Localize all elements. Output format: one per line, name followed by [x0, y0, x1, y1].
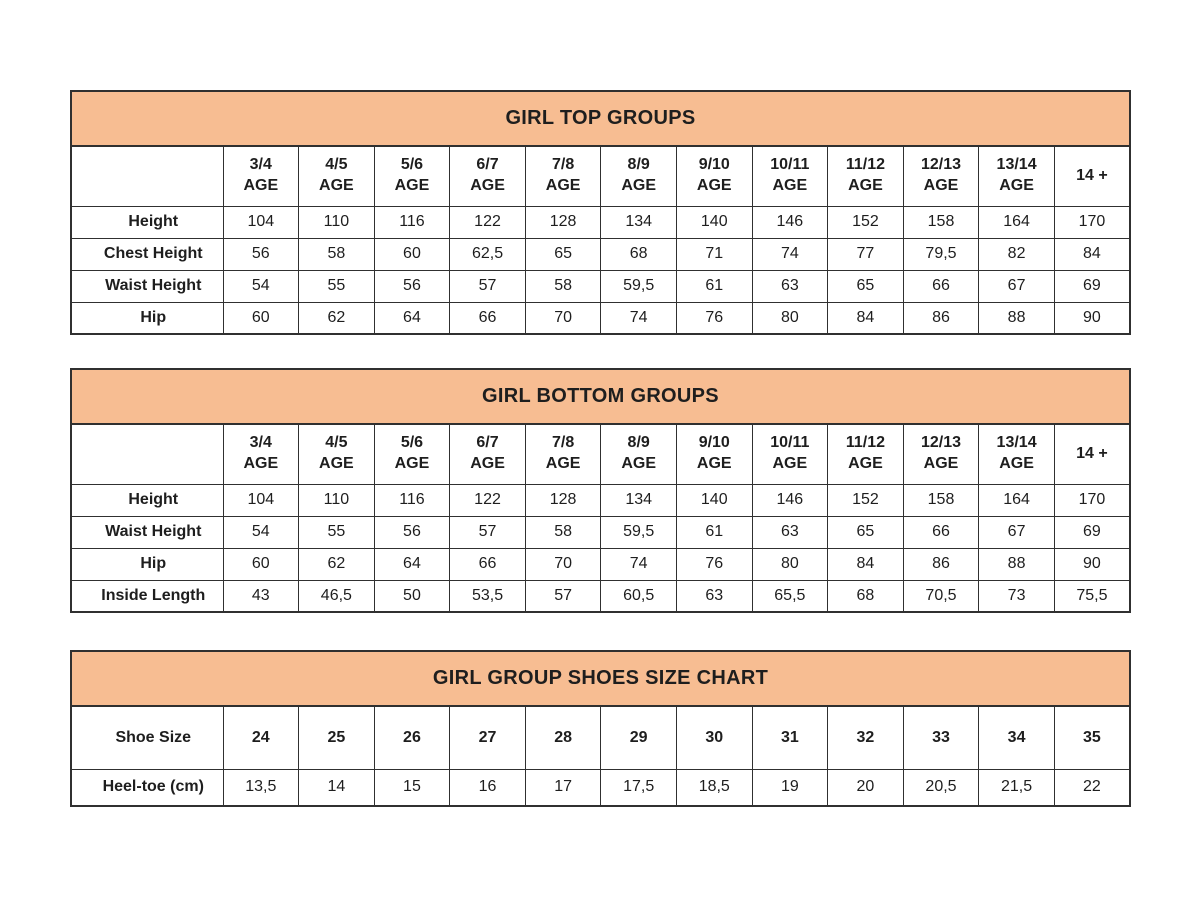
girl-top-groups-grid — [70, 145, 1131, 335]
value-cell: 104 — [223, 484, 299, 516]
age-column-header: 10/11 AGE — [752, 146, 828, 206]
value-cell: 152 — [828, 484, 904, 516]
value-cell: 65 — [828, 516, 904, 548]
value-cell: 31 — [752, 706, 828, 769]
value-cell: 17,5 — [601, 769, 677, 806]
value-cell: 77 — [828, 238, 904, 270]
age-column-header: 5/6 AGE — [374, 146, 450, 206]
girl-bottom-groups-grid — [70, 423, 1131, 613]
value-cell: 60 — [223, 548, 299, 580]
value-cell: 122 — [450, 484, 526, 516]
value-cell: 146 — [752, 484, 828, 516]
value-cell: 75,5 — [1054, 580, 1130, 612]
table-row — [71, 516, 1130, 548]
value-cell: 30 — [676, 706, 752, 769]
age-column-header: 6/7 AGE — [450, 146, 526, 206]
age-column-header: 14 + — [1054, 146, 1130, 206]
row-label: Height — [71, 206, 223, 238]
value-cell: 90 — [1054, 548, 1130, 580]
value-cell: 34 — [979, 706, 1055, 769]
row-label: Chest Height — [71, 238, 223, 270]
value-cell: 82 — [979, 238, 1055, 270]
age-column-header: 9/10 AGE — [676, 146, 752, 206]
value-cell: 20 — [828, 769, 904, 806]
row-label: Waist Height — [71, 270, 223, 302]
value-cell: 60 — [223, 302, 299, 334]
value-cell: 58 — [299, 238, 375, 270]
value-cell: 134 — [601, 206, 677, 238]
value-cell: 84 — [828, 302, 904, 334]
value-cell: 21,5 — [979, 769, 1055, 806]
value-cell: 19 — [752, 769, 828, 806]
empty-corner-cell — [71, 146, 223, 206]
value-cell: 58 — [525, 270, 601, 302]
value-cell: 15 — [374, 769, 450, 806]
age-column-header: 8/9 AGE — [601, 146, 677, 206]
value-cell: 60 — [374, 238, 450, 270]
value-cell: 20,5 — [903, 769, 979, 806]
value-cell: 66 — [903, 270, 979, 302]
value-cell: 27 — [450, 706, 526, 769]
value-cell: 128 — [525, 484, 601, 516]
value-cell: 76 — [676, 302, 752, 334]
value-cell: 68 — [601, 238, 677, 270]
value-cell: 60,5 — [601, 580, 677, 612]
table-row — [71, 270, 1130, 302]
value-cell: 59,5 — [601, 270, 677, 302]
table-row — [71, 548, 1130, 580]
value-cell: 63 — [676, 580, 752, 612]
girl-top-groups-table — [70, 90, 1131, 335]
age-column-header: 4/5 AGE — [299, 424, 375, 484]
value-cell: 70 — [525, 548, 601, 580]
value-cell: 110 — [299, 206, 375, 238]
value-cell: 61 — [676, 270, 752, 302]
table-row — [71, 580, 1130, 612]
age-header-row — [71, 146, 1130, 206]
value-cell: 29 — [601, 706, 677, 769]
girl-top-groups-title: GIRL TOP GROUPS — [70, 90, 1131, 147]
age-column-header: 4/5 AGE — [299, 146, 375, 206]
value-cell: 24 — [223, 706, 299, 769]
age-column-header: 13/14 AGE — [979, 424, 1055, 484]
value-cell: 35 — [1054, 706, 1130, 769]
age-column-header: 7/8 AGE — [525, 146, 601, 206]
value-cell: 18,5 — [676, 769, 752, 806]
value-cell: 64 — [374, 302, 450, 334]
girl-shoes-size-table — [70, 650, 1131, 807]
value-cell: 69 — [1054, 516, 1130, 548]
row-label: Shoe Size — [71, 706, 223, 769]
age-column-header: 10/11 AGE — [752, 424, 828, 484]
value-cell: 68 — [828, 580, 904, 612]
value-cell: 134 — [601, 484, 677, 516]
value-cell: 57 — [525, 580, 601, 612]
row-label: Hip — [71, 302, 223, 334]
value-cell: 46,5 — [299, 580, 375, 612]
value-cell: 110 — [299, 484, 375, 516]
age-column-header: 11/12 AGE — [828, 146, 904, 206]
girl-bottom-groups-title: GIRL BOTTOM GROUPS — [70, 368, 1131, 425]
value-cell: 128 — [525, 206, 601, 238]
girl-bottom-groups-table — [70, 368, 1131, 613]
age-header-row — [71, 424, 1130, 484]
value-cell: 70 — [525, 302, 601, 334]
value-cell: 55 — [299, 516, 375, 548]
value-cell: 28 — [525, 706, 601, 769]
value-cell: 67 — [979, 516, 1055, 548]
table-row — [71, 769, 1130, 806]
value-cell: 116 — [374, 484, 450, 516]
value-cell: 74 — [752, 238, 828, 270]
value-cell: 73 — [979, 580, 1055, 612]
value-cell: 54 — [223, 516, 299, 548]
age-column-header: 13/14 AGE — [979, 146, 1055, 206]
value-cell: 164 — [979, 206, 1055, 238]
value-cell: 53,5 — [450, 580, 526, 612]
value-cell: 80 — [752, 302, 828, 334]
value-cell: 64 — [374, 548, 450, 580]
value-cell: 14 — [299, 769, 375, 806]
row-label: Waist Height — [71, 516, 223, 548]
age-column-header: 7/8 AGE — [525, 424, 601, 484]
value-cell: 76 — [676, 548, 752, 580]
age-column-header: 12/13 AGE — [903, 424, 979, 484]
value-cell: 66 — [450, 302, 526, 334]
value-cell: 69 — [1054, 270, 1130, 302]
value-cell: 13,5 — [223, 769, 299, 806]
table-row — [71, 484, 1130, 516]
value-cell: 170 — [1054, 206, 1130, 238]
table-row — [71, 238, 1130, 270]
value-cell: 57 — [450, 516, 526, 548]
value-cell: 164 — [979, 484, 1055, 516]
value-cell: 80 — [752, 548, 828, 580]
value-cell: 74 — [601, 548, 677, 580]
value-cell: 71 — [676, 238, 752, 270]
value-cell: 74 — [601, 302, 677, 334]
row-label: Height — [71, 484, 223, 516]
value-cell: 67 — [979, 270, 1055, 302]
value-cell: 158 — [903, 484, 979, 516]
age-column-header: 12/13 AGE — [903, 146, 979, 206]
value-cell: 59,5 — [601, 516, 677, 548]
value-cell: 66 — [903, 516, 979, 548]
table-row — [71, 206, 1130, 238]
value-cell: 26 — [374, 706, 450, 769]
value-cell: 63 — [752, 516, 828, 548]
value-cell: 56 — [374, 516, 450, 548]
value-cell: 65 — [525, 238, 601, 270]
value-cell: 65 — [828, 270, 904, 302]
value-cell: 116 — [374, 206, 450, 238]
value-cell: 170 — [1054, 484, 1130, 516]
value-cell: 62 — [299, 548, 375, 580]
empty-corner-cell — [71, 424, 223, 484]
value-cell: 90 — [1054, 302, 1130, 334]
value-cell: 122 — [450, 206, 526, 238]
age-column-header: 5/6 AGE — [374, 424, 450, 484]
value-cell: 79,5 — [903, 238, 979, 270]
girl-shoes-size-grid — [70, 705, 1131, 807]
value-cell: 54 — [223, 270, 299, 302]
value-cell: 62,5 — [450, 238, 526, 270]
value-cell: 25 — [299, 706, 375, 769]
value-cell: 56 — [374, 270, 450, 302]
age-column-header: 3/4 AGE — [223, 424, 299, 484]
age-column-header: 9/10 AGE — [676, 424, 752, 484]
age-column-header: 11/12 AGE — [828, 424, 904, 484]
value-cell: 61 — [676, 516, 752, 548]
value-cell: 88 — [979, 548, 1055, 580]
value-cell: 70,5 — [903, 580, 979, 612]
value-cell: 33 — [903, 706, 979, 769]
age-column-header: 14 + — [1054, 424, 1130, 484]
value-cell: 140 — [676, 484, 752, 516]
value-cell: 146 — [752, 206, 828, 238]
value-cell: 56 — [223, 238, 299, 270]
value-cell: 86 — [903, 302, 979, 334]
age-column-header: 6/7 AGE — [450, 424, 526, 484]
row-label: Heel-toe (cm) — [71, 769, 223, 806]
value-cell: 32 — [828, 706, 904, 769]
value-cell: 84 — [1054, 238, 1130, 270]
value-cell: 140 — [676, 206, 752, 238]
value-cell: 65,5 — [752, 580, 828, 612]
value-cell: 58 — [525, 516, 601, 548]
age-column-header: 8/9 AGE — [601, 424, 677, 484]
row-label: Hip — [71, 548, 223, 580]
table-row — [71, 302, 1130, 334]
value-cell: 84 — [828, 548, 904, 580]
value-cell: 86 — [903, 548, 979, 580]
value-cell: 55 — [299, 270, 375, 302]
value-cell: 57 — [450, 270, 526, 302]
age-column-header: 3/4 AGE — [223, 146, 299, 206]
value-cell: 152 — [828, 206, 904, 238]
table-row — [71, 706, 1130, 769]
value-cell: 104 — [223, 206, 299, 238]
value-cell: 43 — [223, 580, 299, 612]
value-cell: 66 — [450, 548, 526, 580]
value-cell: 16 — [450, 769, 526, 806]
value-cell: 50 — [374, 580, 450, 612]
value-cell: 62 — [299, 302, 375, 334]
value-cell: 17 — [525, 769, 601, 806]
value-cell: 158 — [903, 206, 979, 238]
row-label: Inside Length — [71, 580, 223, 612]
value-cell: 63 — [752, 270, 828, 302]
value-cell: 88 — [979, 302, 1055, 334]
value-cell: 22 — [1054, 769, 1130, 806]
girl-shoes-size-title: GIRL GROUP SHOES SIZE CHART — [70, 650, 1131, 707]
